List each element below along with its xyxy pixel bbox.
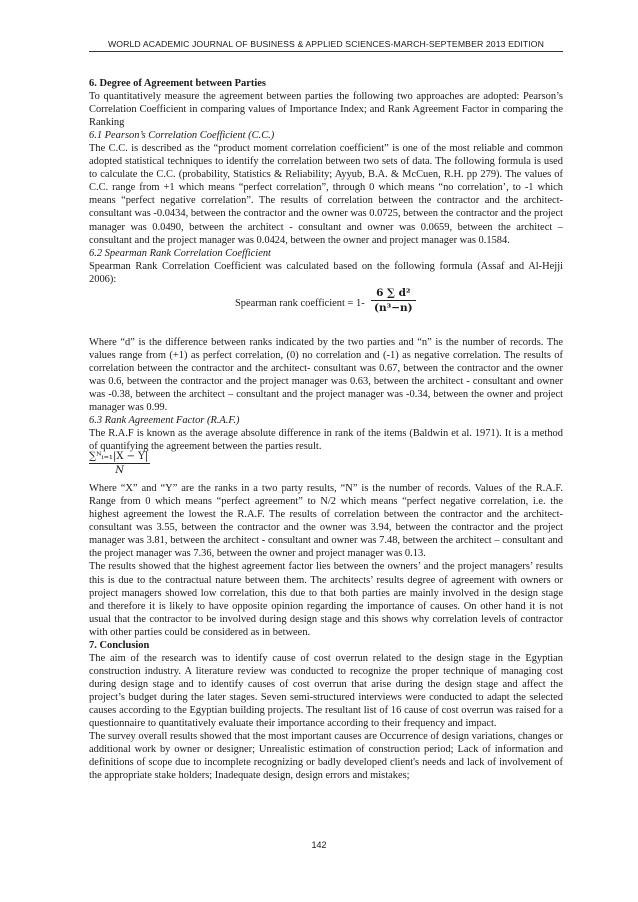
spearman-formula-label: Spearman rank coefficient = 1- xyxy=(235,297,365,309)
article-body xyxy=(89,77,563,782)
section-7-heading: 7. Conclusion xyxy=(89,639,150,651)
raf-fraction xyxy=(89,450,150,478)
spearman-denominator: (n³−n) xyxy=(371,300,416,315)
page-number: 142 xyxy=(311,840,327,850)
section-6-3-heading: 6.3 Rank Agreement Factor (R.A.F.) xyxy=(89,415,240,427)
section-6-paragraph: To quantitatively measure the agreement between parties the following two approaches are adopted: Pearson’s Correlation Coefficient in comparing values of Importance Index; and Rank Agreement Factor in comparing the Ranking xyxy=(89,91,563,129)
section-6-heading: 6. Degree of Agreement between Parties xyxy=(89,78,266,89)
section-7-paragraph-2: The survey overall results showed that the most important causes are Occurrence of design variations, changes or additional work by owner or designer; Unrealistic estimation of construction period; Lack of information and definitions of scope due to incomplete recognizing or badly developed client's needs and lack of involvement of the appropriate stake holders; Inadequate design, design errors and mistakes; xyxy=(89,731,563,782)
raf-denominator: N xyxy=(89,463,150,478)
raf-formula xyxy=(89,450,563,482)
section-6-2-results: Where “d” is the difference between ranks indicated by the two parties and “n” is the number of records. The values range from (+1) as perfect correlation, (0) no correlation and (-1) as negative correlation. The results of correlation between the contractor and the architect- consultant was 0.67, between the contractor and the owner was 0.6, between the contractor and the project manager was 0.63, between the architect - consultant and owner was -0.38, between the architect – consultant and the project manager was -0.34, between the owner and project manager was 0.99. xyxy=(89,336,563,413)
section-6-1-paragraph: The C.C. is described as the “product moment correlation coefficient” is one of the most reliable and common adopted statistical techniques to identify the correlation between two sets of data. The following formula is used to calculate the C.C. (probability, Statistics & Reliability; Ayyub, B.A. & McCuen, R.H. pp 279). The values of C.C. range from +1 which means “perfect correlation”, through 0 which means “no correlation’, to -1 which means “perfect negative correlation”. The results of correlation between the contractor and the architect- consultant was -0.0434, between the contractor and the owner was 0.0725, between the contractor and the project manager was 0.0490, between the architect - consultant and owner was 0.0659, between the architect – consultant and the project manager was 0.0424, between the owner and project manager was 0.1584. xyxy=(89,143,563,246)
spearman-formula xyxy=(89,286,563,323)
page xyxy=(89,0,563,782)
spearman-numerator: 6 ∑ d² xyxy=(376,286,411,299)
section-7-paragraph-1: The aim of the research was to identify cause of cost overrun related to the design stage in the Egyptian construction industry. A literature review was conducted to recognize the proper technique of managing cost during design stage and to identify causes of cost overrun that arise during the design stage and affect the project’s budget during the later stages. Seven semi-structured interviews were conducted to adapt the selected causes according to the Egyptian building projects. The resultant list of 16 cause of cost overrun was raised for a questionnaire to quantitatively evaluate their importance according to their frequency and impact. xyxy=(89,652,563,730)
header-rule xyxy=(89,51,563,52)
running-header: WORLD ACADEMIC JOURNAL OF BUSINESS & APPLIED SCIENCES-MARCH-SEPTEMBER 2013 EDITION xyxy=(107,39,545,49)
spacer xyxy=(89,323,563,336)
section-6-2-paragraph: Spearman Rank Correlation Coefficient was calculated based on the following formula (Assaf and Al-Hejji 2006): xyxy=(89,260,563,285)
section-6-3-paragraph: The R.A.F is known as the average absolute difference in rank of the items (Baldwin et al. 1971). It is a method of quantifying the agreement between the parties result. xyxy=(89,428,563,453)
section-6-3-discussion: The results showed that the highest agreement factor lies between the owners’ and the project managers’ results this is due to the contractual nature between them. The architects’ results degree of agreement with owners or project managers showed low correlation, this due to that both parties are mainly involved in the design stage and therefore it is likely to have opposite opinion regarding the importance of causes. On other hand it is not usual that the contractor to be involved during design stage and this shows why correlation levels of contractor with other parties could be considered as in between. xyxy=(89,561,563,638)
section-6-3-results: Where “X” and “Y” are the ranks in a two party results, “N” is the number of records. Values of the R.A.F. Range from 0 which means “perfect agreement” to N/2 which means “perfect negative correlation, i.e. the highest agreement the lowest the R.A.F. The results of correlation between the contractor and the architect- consultant was 3.55, between the contractor and the owner was 3.94, between the contractor and the project manager was 3.81, between the architect - consultant and owner was 7.48, between the architect – consultant and the project manager was 7.36, between the owner and project manager was 0.13. xyxy=(89,483,563,560)
raf-numerator: ∑ᴺᵢ₌₁|X − Y| xyxy=(89,451,149,463)
spearman-fraction xyxy=(371,286,416,315)
section-6-2-heading: 6.2 Spearman Rank Correlation Coefficient xyxy=(89,247,271,259)
section-6-1-heading: 6.1 Pearson’s Correlation Coefficient (C.C.) xyxy=(89,130,275,142)
